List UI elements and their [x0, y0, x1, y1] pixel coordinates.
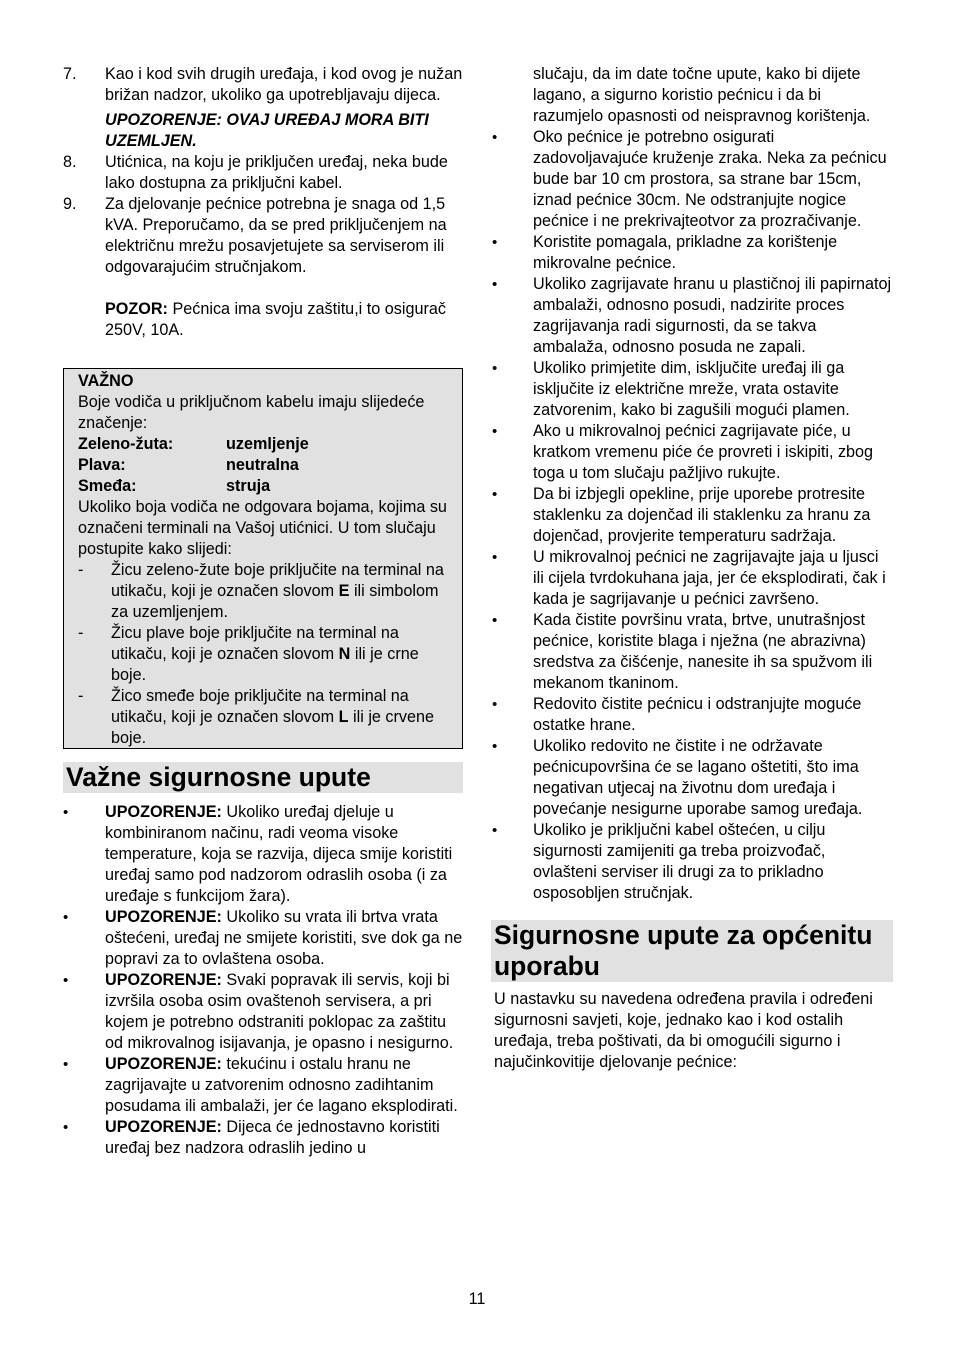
item-number: 7. — [63, 65, 77, 83]
list-item: • U mikrovalnoj pećnici ne zagrijavajte jaja u ljusci ili cijela tvrdokuhana jaja, jer će eksplodirati, čak i kada je sagrijavanje u pećnici završeno. — [492, 548, 886, 608]
item-text: Utićnica, na koju je priključen uređaj, neka bude lako dostupna za priključni kabel. — [105, 153, 448, 192]
vazno-box — [63, 368, 463, 749]
numbered-item-7 — [63, 64, 463, 152]
bullet-icon: • — [63, 1056, 69, 1073]
bullet-icon: • — [63, 972, 69, 989]
bullet-icon: • — [492, 738, 498, 755]
vazno-intro: Boje vodiča u priključnom kabelu imaju slijedeće značenje: — [78, 393, 425, 432]
item-text: Kao i kod svih drugih uređaja, i kod ovog je nužan brižan nadzor, ukoliko ga upotrebljavaju dijeca. — [105, 65, 463, 104]
bullet-icon: • — [492, 360, 498, 377]
left-column — [63, 64, 463, 1159]
safety-item: • UPOZORENJE: Ukoliko su vrata ili brtva vrata oštećeni, uređaj ne smijete koristiti, sve dok ga ne popravi za to ovlaštena osoba. — [63, 908, 463, 968]
color-row: Zeleno-žuta: uzemljenje — [78, 435, 309, 453]
bullet-icon: • — [492, 423, 498, 440]
item-number: 8. — [63, 153, 77, 171]
vazno-title: VAŽNO — [78, 372, 134, 390]
pozor-label: POZOR: — [105, 300, 168, 318]
list-item: • Ukoliko primjetite dim, isključite uređaj ili ga isključite iz električne mreže, vrata ostavite zatvorenim, kako bi zagušili mogući plamen. — [492, 359, 850, 419]
right-column — [491, 64, 893, 1073]
bullet-icon: • — [492, 822, 498, 839]
bullet-icon: • — [63, 1119, 69, 1136]
list-item: • Ukoliko redovito ne čistite i ne održavate pećnicupovršina će se lagano oštetiti, što ima negativan utjecaj na životnu dom uređaja i povećanje nesigurne uporabe samog uređaja. — [492, 737, 863, 818]
bullet-icon: • — [492, 276, 498, 293]
list-item: • Oko pećnice je potrebno osigurati zadovoljavajuće kruženje zraka. Neka za pećnicu bude bar 10 cm prostora, sa strane bar 15cm, iznad pećnice 30cm. Ne odstranjujte nogice pećnice i ne prekrivajteotvor za prozračivanje. — [492, 128, 887, 230]
item-text: Za djelovanje pećnice potrebna je snaga od 1,5 kVA. Preporučamo, da se pred priključenjem na električnu mrežu posavjetujete sa serviserom ili odgovarajućim stručnjakom. — [105, 195, 447, 276]
page-number: 11 — [468, 1290, 486, 1308]
list-item: • Kada čistite površinu vrata, brtve, unutrašnjost pećnice, koristite blaga i nježna (ne abrazivna) sredstva za čišćenje, nanesite ih sa spužvom ili mekanom tkaninom. — [492, 611, 873, 692]
numbered-item-8 — [63, 152, 463, 194]
item-number: 9. — [63, 195, 77, 213]
list-item: • Ako u mikrovalnoj pećnici zagrijavate piće, u kratkom vremenu piće će provreti i iskipiti, zbog toga u tom slučaju pažljivo rukujte. — [492, 422, 874, 482]
bullet-icon: • — [492, 549, 498, 566]
safety-item: • UPOZORENJE: Svaki popravak ili servis, koji bi izvršila osoba osim ovaštenoh servisera, a pri kojem je potrebno odstraniti poklopac za zaštitu od mikrovalnog isijavanja, je opasno i nesigurno. — [63, 971, 454, 1052]
bullet-icon: • — [492, 129, 498, 146]
bullet-icon: • — [492, 234, 498, 251]
bullet-icon: • — [492, 696, 498, 713]
general-intro: U nastavku su navedena određena pravila i određeni sigurnosni savjeti, koje, jednako kao i kod ostalih uređaja, treba poštivati, da bi omogućili sigurno i najučinkovitije djelovanje pećnice: — [494, 990, 873, 1071]
list-item: • Ukoliko zagrijavate hranu u plastičnoj ili papirnatoj ambalaži, odnosno posudi, nadzirite proces zagrijavanja radi sigurnosti, da se takva ambalaža, odnosno posuda ne zapali. — [492, 275, 892, 356]
wiring-step: - Žico smeđe boje priključite na terminal na utikaču, koji je označen slovom L ili je crvene boje. — [78, 687, 434, 747]
numbered-item-9 — [63, 194, 463, 341]
section-heading-general: Sigurnosne upute za općenitu uporabu — [491, 920, 893, 982]
grounding-warning: UPOZORENJE: OVAJ UREĐAJ MORA BITI UZEMLJEN. — [105, 111, 429, 150]
pozor-note — [105, 299, 463, 341]
bullet-icon: • — [492, 612, 498, 629]
list-item: • Da bi izbjegli opekline, prije uporebe protresite staklenku za dojenčad ili staklenku za hranu za dojenčad, provjerite temperaturu sadržaja. — [492, 485, 871, 545]
vazno-paragraph: Ukoliko boja vodiča ne odgovara bojama, kojima su označeni terminali na Vašoj utićnici. U tom slučaju postupite kako slijedi: — [78, 498, 447, 558]
color-row: Plava: neutralna — [78, 456, 299, 474]
continued-text: slučaju, da im date točne upute, kako bi dijete lagano, a sigurno koristio pećnicu i da bi razumjelo opasnosti od neispravnog korištenja. — [533, 65, 871, 125]
safety-item: • UPOZORENJE: Ukoliko uređaj djeluje u kombiniranom načinu, radi veoma visoke temperature, koja se razvija, dijeca smije koristiti uređaj samo pod nadzorom odraslih osoba (i za uređaje s funkcijom žara). — [63, 803, 453, 905]
list-item: • Ukoliko je priključni kabel oštećen, u cilju sigurnosti zamijeniti ga treba proizvođač, ovlašteni serviser ili drugi za to prikladno osposobljen stručnjak. — [492, 821, 826, 902]
list-item: • Redovito čistite pećnicu i odstranjujte moguće ostatke hrane. — [492, 695, 862, 734]
safety-item: • UPOZORENJE: tekućinu i ostalu hranu ne zagrijavajte u zatvorenim odnosno zadihtanim posudama ili ambalaži, jer će lagano eksplodirati. — [63, 1055, 458, 1115]
pozor-text: Pećnica ima svoju zaštitu,i to osigurač 250V, 10A. — [105, 300, 446, 339]
section-heading-safety: Važne sigurnosne upute — [63, 762, 463, 793]
bullet-icon: • — [63, 909, 69, 926]
bullet-icon: • — [63, 804, 69, 821]
wiring-step: - Žicu plave boje priključite na terminal na utikaču, koji je označen slovom N ili je crne boje. — [78, 624, 419, 684]
list-item: • Koristite pomagala, prikladne za korištenje mikrovalne pećnice. — [492, 233, 838, 272]
wiring-step: - Žicu zeleno-žute boje priključite na terminal na utikaču, koji je označen slovom E ili simbolom za uzemljenjem. — [78, 561, 444, 621]
bullet-icon: • — [492, 486, 498, 503]
color-row: Smeđa: struja — [78, 477, 271, 495]
safety-item: • UPOZORENJE: Dijeca će jednostavno koristiti uređaj bez nadzora odraslih jedino u — [63, 1118, 440, 1157]
